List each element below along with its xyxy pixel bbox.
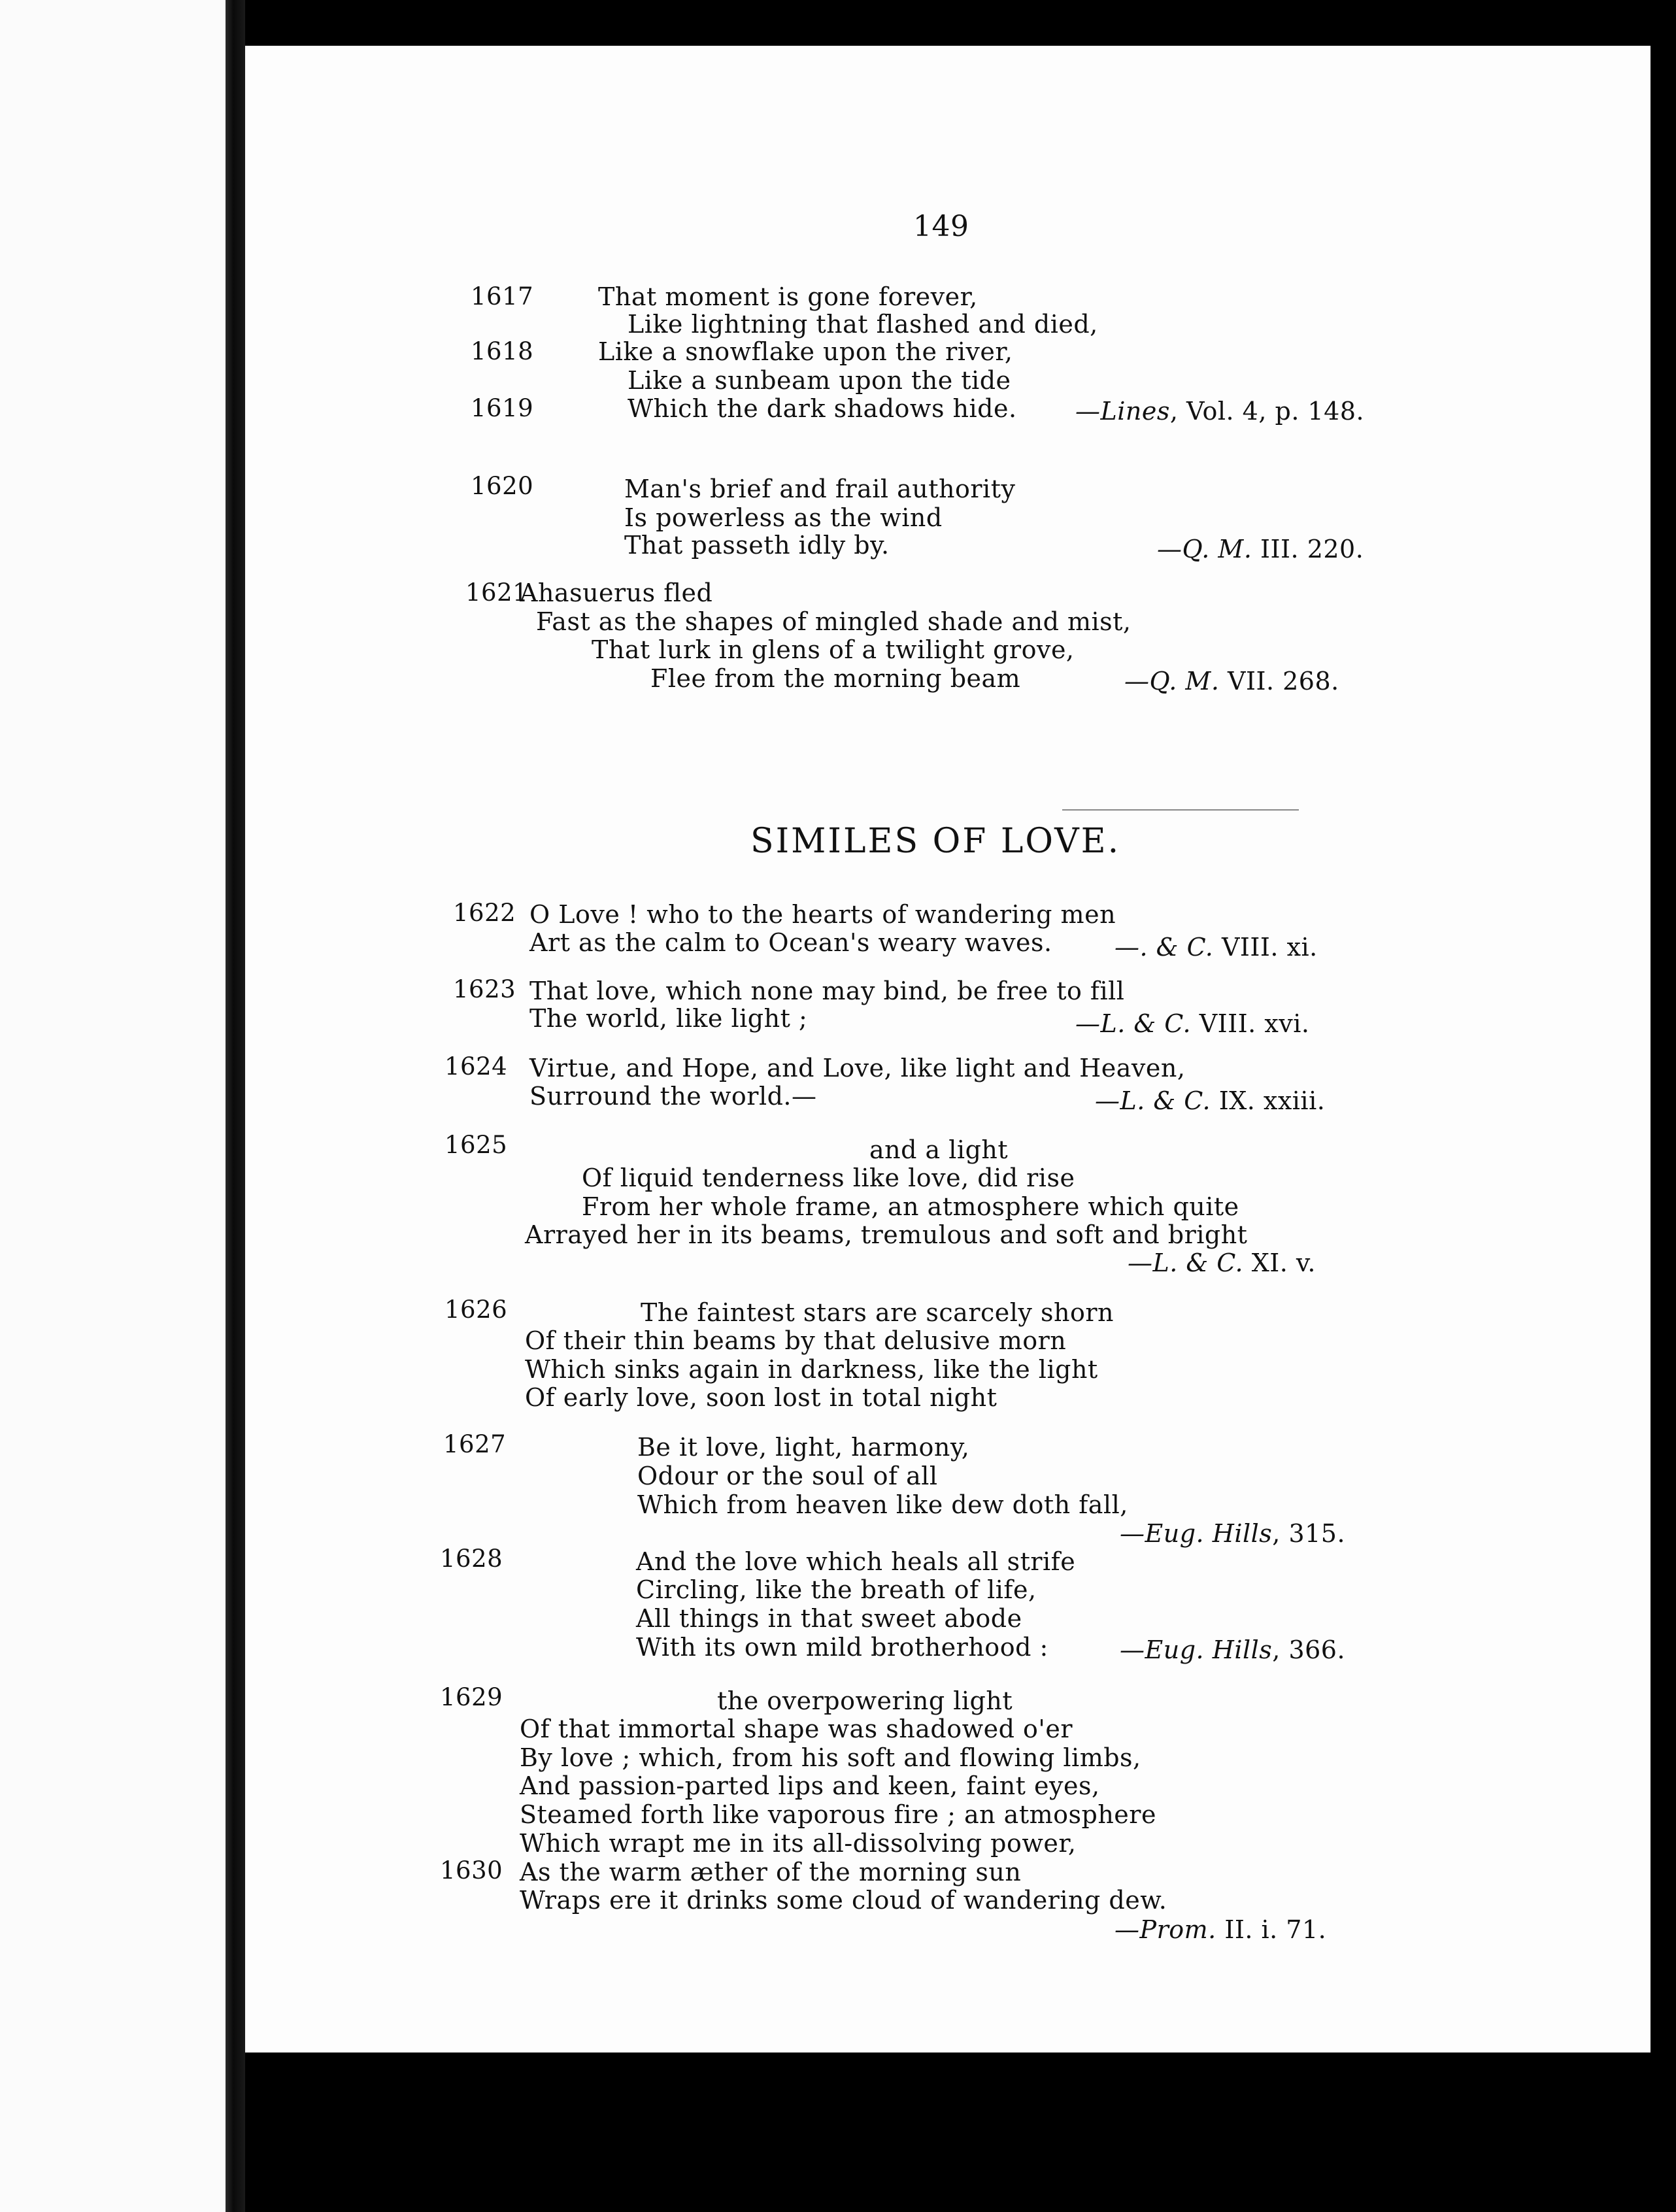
verse-line: All things in that sweet abode xyxy=(636,1604,1022,1633)
entry-number: 1626 xyxy=(444,1296,508,1324)
entry-number: 1617 xyxy=(471,282,534,310)
citation: —Q. M. VII. 268. xyxy=(1124,667,1339,695)
entry-number: 1618 xyxy=(471,337,534,365)
facing-page xyxy=(0,0,226,2212)
citation: —Eug. Hills, 315. xyxy=(1120,1519,1346,1548)
entry-number: 1630 xyxy=(440,1856,503,1885)
entry-number: 1624 xyxy=(444,1052,508,1081)
verse-line: Circling, like the breath of life, xyxy=(636,1575,1037,1604)
book-page xyxy=(245,46,1651,2053)
citation: —L. & C. IX. xxiii. xyxy=(1095,1086,1326,1115)
verse-line: Of early love, soon lost in total night xyxy=(525,1383,997,1412)
verse-line: Ahasuerus fled xyxy=(520,578,713,607)
citation: —. & C. VIII. xi. xyxy=(1115,933,1318,962)
section-divider xyxy=(1062,809,1299,811)
verse-line: Like lightning that flashed and died, xyxy=(628,310,1098,339)
verse-line: Which wrapt me in its all-dissolving power, xyxy=(520,1829,1077,1858)
citation: —Prom. II. i. 71. xyxy=(1115,1915,1327,1944)
verse-line: O Love ! who to the hearts of wandering men xyxy=(529,900,1116,929)
verse-line: Of their thin beams by that delusive morn xyxy=(525,1326,1067,1355)
verse-line: Fast as the shapes of mingled shade and mist, xyxy=(536,607,1131,636)
verse-line: Art as the calm to Ocean's weary waves. xyxy=(529,928,1052,957)
citation: —L. & C. XI. v. xyxy=(1128,1248,1316,1277)
verse-line: Man's brief and frail authority xyxy=(624,475,1016,503)
entry-number: 1620 xyxy=(471,472,534,500)
verse-line: That lurk in glens of a twilight grove, xyxy=(592,635,1075,664)
verse-line: Wraps ere it drinks some cloud of wandering dew. xyxy=(520,1886,1167,1915)
verse-line: Which from heaven like dew doth fall, xyxy=(637,1490,1128,1519)
citation: —Eug. Hills, 366. xyxy=(1120,1635,1346,1664)
section-heading: SIMILES OF LOVE. xyxy=(750,822,1121,861)
verse-line: and a light xyxy=(869,1135,1009,1164)
verse-line: Of that immortal shape was shadowed o'er xyxy=(520,1715,1073,1743)
verse-line: Which sinks again in darkness, like the light xyxy=(525,1355,1098,1384)
verse-line: From her whole frame, an atmosphere which quite xyxy=(582,1192,1239,1221)
entry-number: 1623 xyxy=(453,975,516,1003)
citation: —Q. M. III. 220. xyxy=(1157,535,1364,563)
entry-number: 1621 xyxy=(465,578,529,607)
verse-line: With its own mild brotherhood : xyxy=(636,1633,1048,1662)
verse-line: Of liquid tenderness like love, did rise xyxy=(582,1164,1075,1192)
book-gutter xyxy=(226,0,245,2212)
verse-line: And the love which heals all strife xyxy=(636,1547,1076,1576)
verse-line: Which the dark shadows hide. xyxy=(628,394,1017,423)
verse-line: Virtue, and Hope, and Love, like light and Heaven, xyxy=(529,1054,1186,1082)
citation: —Lines, Vol. 4, p. 148. xyxy=(1075,397,1365,426)
entry-number: 1628 xyxy=(440,1545,503,1573)
verse-line: As the warm æther of the morning sun xyxy=(520,1858,1022,1886)
verse-line: That love, which none may bind, be free to fill xyxy=(529,977,1125,1005)
entry-number: 1619 xyxy=(471,394,534,422)
verse-line: The world, like light ; xyxy=(529,1004,808,1033)
verse-line: Like a sunbeam upon the tide xyxy=(628,366,1011,395)
verse-line: Arrayed her in its beams, tremulous and soft and bright xyxy=(525,1220,1248,1249)
verse-line: Like a snowflake upon the river, xyxy=(598,337,1013,366)
verse-line: Surround the world.— xyxy=(529,1082,817,1111)
verse-line: That moment is gone forever, xyxy=(598,282,978,311)
entry-number: 1622 xyxy=(453,899,516,927)
verse-line: Steamed forth like vaporous fire ; an atmosphere xyxy=(520,1800,1156,1829)
entry-number: 1625 xyxy=(444,1131,508,1159)
verse-line: the overpowering light xyxy=(717,1686,1013,1715)
verse-line: And passion-parted lips and keen, faint eyes, xyxy=(520,1771,1100,1800)
verse-line: The faintest stars are scarcely shorn xyxy=(641,1298,1114,1327)
verse-line: Is powerless as the wind xyxy=(624,503,943,532)
citation: —L. & C. VIII. xvi. xyxy=(1075,1009,1310,1038)
entry-number: 1627 xyxy=(443,1430,507,1458)
verse-line: By love ; which, from his soft and flowing limbs, xyxy=(520,1743,1141,1772)
page-number: 149 xyxy=(913,210,969,243)
verse-line: That passeth idly by. xyxy=(624,531,890,560)
verse-line: Be it love, light, harmony, xyxy=(637,1433,970,1462)
verse-line: Odour or the soul of all xyxy=(637,1462,938,1490)
verse-line: Flee from the morning beam xyxy=(650,664,1021,693)
entry-number: 1629 xyxy=(440,1683,503,1711)
